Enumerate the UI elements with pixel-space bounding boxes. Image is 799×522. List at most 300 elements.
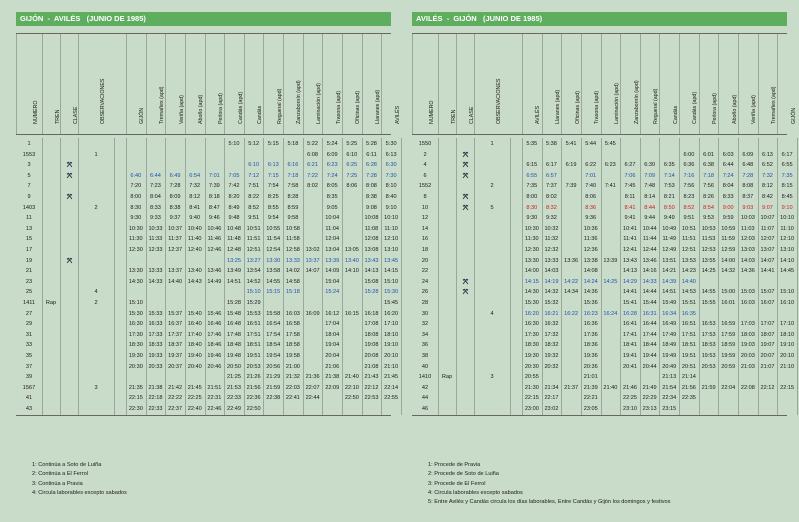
departure-time: 11:10 [384, 225, 398, 232]
station-name: GIJÓN [139, 107, 146, 124]
departure-time: 21:40 [603, 384, 618, 391]
departure-time: 20:37 [168, 363, 183, 370]
table-row [16, 150, 397, 161]
table-row [412, 362, 795, 373]
departure-time: 7:45 [624, 183, 636, 190]
departure-time: 12:53 [701, 247, 716, 253]
departure-time: 9:32 [545, 215, 557, 222]
departure-time: 6:28 [366, 162, 377, 169]
header-label: OBSERVACIONES [99, 78, 106, 124]
departure-time: 9:10 [781, 204, 793, 211]
train-number: 44 [421, 395, 429, 402]
departure-time: 5:30 [385, 141, 397, 147]
departure-time: 9:46 [208, 215, 220, 222]
departure-time: 15:00 [721, 289, 736, 296]
departure-time: 6:44 [149, 172, 161, 179]
train-number: 27 [25, 310, 33, 317]
departure-time: 18:41 [623, 342, 637, 349]
departure-time: 14:13 [623, 268, 637, 275]
departure-time: 10:30 [128, 225, 143, 232]
departure-time: 10:51 [246, 225, 261, 232]
panel-aviles-gijon [404, 0, 797, 522]
departure-time: 14:51 [227, 278, 241, 285]
departure-time: 6:55 [526, 172, 538, 179]
departure-time: 8:30 [130, 204, 142, 211]
departure-time: 18:51 [681, 342, 696, 349]
departure-time: 8:30 [526, 204, 538, 211]
departure-time: 7:01 [585, 172, 597, 179]
station-name: Zanzabornín (apd) [633, 80, 640, 124]
departure-time: 7:42 [228, 183, 240, 190]
departure-time: 20:50 [227, 363, 241, 370]
departure-time: 22:09 [325, 384, 340, 391]
departure-time: 22:40 [187, 406, 202, 412]
departure-time: 11:37 [168, 236, 182, 243]
departure-time: 12:03 [740, 236, 755, 243]
departure-time: 22:55 [384, 395, 399, 402]
header-row [412, 33, 797, 135]
departure-time: 17:30 [524, 331, 539, 338]
departure-time: 17:37 [168, 331, 183, 338]
departure-time: 5:25 [346, 141, 358, 147]
observation-ref: 4 [94, 289, 98, 296]
departure-time: 18:37 [168, 342, 183, 349]
departure-time: 15:46 [207, 310, 222, 317]
departure-time: 19:32 [544, 353, 559, 359]
departure-time: 20:53 [701, 363, 716, 370]
departure-time: 13:36 [564, 257, 579, 264]
departure-time: 20:10 [384, 353, 399, 359]
departure-time: 20:59 [721, 363, 736, 370]
departure-time: 11:04 [325, 225, 339, 232]
table-row [412, 203, 793, 214]
departure-time: 10:55 [266, 225, 281, 232]
departure-time: 10:07 [760, 215, 775, 222]
train-number: 13 [25, 225, 33, 232]
crossed-hammers-icon [462, 288, 469, 295]
departure-time: 12:58 [285, 247, 300, 253]
departure-time: 13:04 [325, 247, 340, 253]
departure-time: 22:10 [344, 384, 359, 391]
departure-time: 18:04 [325, 331, 340, 338]
station-name: Candás [257, 105, 264, 124]
departure-time: 10:04 [325, 215, 340, 222]
departure-time: 8:45 [781, 194, 793, 200]
departure-time: 14:00 [524, 268, 539, 275]
train-number: 36 [421, 342, 429, 349]
timetable-body [16, 138, 399, 416]
train-number: 8 [423, 194, 427, 200]
train-number: 11 [26, 215, 32, 222]
observation-ref: 5 [490, 204, 494, 211]
crossed-hammers-icon [66, 257, 73, 264]
departure-time: 19:08 [364, 342, 379, 349]
train-number: 46 [421, 406, 429, 412]
station-header [542, 34, 562, 134]
departure-time: 8:38 [169, 204, 181, 211]
departure-time: 16:37 [168, 321, 183, 328]
station-header [283, 34, 303, 134]
train-number: 1550 [418, 141, 432, 147]
departure-time: 8:15 [781, 183, 793, 190]
station-name: Aboño (apd) [198, 94, 205, 124]
departure-time: 8:02 [307, 183, 318, 190]
train-number: 32 [421, 321, 429, 328]
notes [428, 461, 670, 507]
departure-time: 18:59 [721, 342, 736, 349]
departure-time: 18:51 [246, 342, 261, 349]
departure-time: 21:10 [780, 363, 795, 370]
table-row [16, 266, 399, 277]
departure-time: 16:01 [721, 300, 736, 306]
departure-time: 6:13 [762, 151, 773, 158]
train-number: 9 [27, 194, 31, 200]
table-row [16, 171, 397, 182]
departure-time: 15:33 [148, 310, 163, 317]
departure-time: 21:01 [583, 374, 598, 381]
departure-time: 12:33 [148, 247, 163, 253]
departure-time: 20:40 [187, 363, 202, 370]
train-number: 42 [421, 384, 429, 391]
departure-time: 10:30 [524, 225, 539, 232]
departure-time: 16:15 [344, 310, 359, 317]
departure-time: 22:46 [207, 406, 222, 412]
departure-time: 5:35 [526, 141, 538, 147]
departure-time: 8:28 [287, 194, 299, 200]
departure-time: 22:35 [681, 395, 696, 402]
header-label: TREN [450, 109, 457, 124]
departure-time: 21:29 [266, 374, 281, 381]
departure-time: 10:58 [285, 225, 300, 232]
departure-time: 6:44 [722, 162, 734, 169]
header-numero [412, 34, 438, 134]
table-row [16, 224, 398, 235]
departure-time: 14:24 [583, 278, 598, 285]
departure-time: 21:35 [128, 384, 143, 391]
note-line: 2: Procede de Soto de Luiña [428, 471, 499, 478]
station-header [561, 34, 581, 134]
departure-time: 14:08 [583, 268, 598, 275]
departure-time: 5:15 [267, 141, 279, 147]
station-header [126, 34, 146, 134]
departure-time: 15:32 [544, 300, 559, 306]
departure-time: 19:46 [207, 353, 222, 359]
departure-time: 22:34 [662, 395, 677, 402]
timetable-body [412, 138, 795, 416]
header-label: CLASE [468, 106, 475, 124]
departure-time: 17:33 [148, 331, 163, 338]
departure-time: 12:30 [524, 247, 539, 253]
departure-time: 6:27 [624, 162, 636, 169]
departure-time: 14:33 [642, 278, 657, 285]
departure-time: 11:44 [642, 236, 657, 243]
departure-time: 14:25 [701, 268, 716, 275]
departure-time: 19:07 [760, 342, 775, 349]
train-number: 38 [421, 353, 429, 359]
departure-time: 13:30 [266, 257, 281, 264]
departure-time: 16:32 [544, 321, 559, 328]
departure-time: 21:36 [305, 374, 320, 381]
departure-time: 21:54 [662, 384, 677, 391]
departure-time: 15:15 [266, 289, 281, 296]
station-name: AVILÉS [535, 105, 542, 124]
train-number: 40 [421, 363, 429, 370]
train-number: 14 [421, 225, 429, 232]
departure-time: 15:45 [384, 300, 399, 306]
departure-time: 7:28 [169, 183, 181, 190]
departure-time: 15:41 [623, 300, 637, 306]
note-line: 3: Continúa a Pravia [32, 480, 83, 487]
departure-time: 18:33 [148, 342, 163, 349]
departure-time: 22:38 [266, 395, 281, 402]
departure-time: 16:30 [128, 321, 143, 328]
departure-time: 19:41 [623, 353, 637, 359]
departure-time: 6:17 [781, 151, 793, 158]
table-row [16, 245, 399, 256]
departure-time: 14:23 [681, 268, 696, 275]
departure-time: 9:10 [385, 204, 397, 211]
departure-time: 20:10 [780, 353, 795, 359]
departure-time: 11:36 [583, 236, 598, 243]
table-row [16, 287, 399, 298]
note-line: 3: Procede de El Ferrol [428, 480, 486, 487]
departure-time: 23:00 [524, 406, 539, 412]
departure-time: 11:40 [187, 236, 202, 243]
departure-time: 8:00 [526, 194, 538, 200]
departure-time: 9:53 [703, 215, 714, 222]
departure-time: 6:55 [781, 162, 793, 169]
departure-time: 19:33 [148, 353, 163, 359]
departure-time: 19:36 [583, 353, 598, 359]
crossed-hammers-icon [462, 172, 469, 179]
departure-time: 15:10 [384, 278, 399, 285]
departure-time: 7:12 [248, 172, 260, 179]
departure-time: 7:56 [683, 183, 695, 190]
table-row [412, 372, 787, 383]
train-number: 29 [25, 321, 33, 328]
departure-time: 7:39 [208, 183, 220, 190]
departure-time: 12:51 [681, 247, 696, 253]
departure-time: 19:44 [642, 353, 657, 359]
header-clase [60, 34, 78, 134]
departure-time: 7:39 [565, 183, 577, 190]
departure-time: 21:45 [187, 384, 202, 391]
departure-time: 13:46 [207, 268, 222, 275]
train-number: 28 [421, 300, 429, 306]
departure-time: 11:08 [364, 225, 379, 232]
train-number: 33 [25, 342, 33, 349]
station-header [322, 34, 342, 134]
departure-time: 18:03 [740, 331, 755, 338]
departure-time: 13:33 [285, 257, 300, 264]
departure-time: 18:08 [364, 331, 379, 338]
table-row [16, 298, 399, 309]
departure-time: 9:07 [762, 204, 773, 211]
departure-time: 14:03 [740, 257, 755, 264]
departure-time: 12:40 [187, 247, 202, 253]
departure-time: 16:21 [544, 310, 559, 317]
station-name: Laminación (apd) [613, 83, 620, 124]
departure-time: 11:51 [682, 236, 696, 243]
departure-time: 18:46 [207, 342, 222, 349]
departure-time: 21:14 [681, 374, 696, 381]
departure-time: 17:51 [246, 331, 261, 338]
station-name: Trasona (apd) [335, 90, 342, 124]
departure-time: 8:05 [326, 183, 338, 190]
departure-time: 21:10 [384, 363, 399, 370]
departure-time: 6:13 [385, 151, 397, 158]
departure-time: 7:32 [189, 183, 201, 190]
departure-time: 9:03 [742, 204, 754, 211]
departure-time: 16:31 [642, 310, 657, 317]
departure-time: 15:29 [246, 300, 261, 306]
departure-time: 11:54 [266, 236, 281, 243]
departure-time: 15:10 [246, 289, 261, 296]
departure-time: 20:04 [325, 353, 340, 359]
departure-time: 8:33 [722, 194, 734, 200]
departure-time: 17:59 [721, 331, 736, 338]
station-header [640, 34, 660, 134]
station-header [224, 34, 244, 134]
departure-time: 12:32 [544, 247, 559, 253]
departure-time: 13:37 [168, 268, 183, 275]
departure-time: 22:53 [364, 395, 379, 402]
departure-time: 8:32 [545, 204, 557, 211]
departure-time: 22:22 [168, 395, 183, 402]
departure-time: 14:30 [524, 289, 539, 296]
departure-time: 5:28 [366, 141, 377, 147]
departure-time: 5:45 [604, 141, 616, 147]
departure-time: 21:38 [148, 384, 163, 391]
table-row [412, 139, 787, 150]
train-number: 1 [27, 141, 31, 147]
departure-time: 6:17 [545, 162, 557, 169]
departure-time: 15:10 [780, 289, 795, 296]
departure-time: 16:54 [266, 321, 281, 328]
departure-time: 14:53 [681, 289, 696, 296]
departure-time: 22:49 [227, 406, 241, 412]
departure-time: 13:25 [227, 257, 241, 264]
departure-time: 16:48 [227, 321, 241, 328]
departure-time: 6:10 [248, 162, 260, 169]
departure-time: 21:46 [623, 384, 637, 391]
departure-time: 8:35 [326, 194, 338, 200]
departure-time: 16:03 [285, 310, 300, 317]
station-name: Oficinas (apd) [355, 91, 362, 124]
crossed-hammers-icon [66, 172, 73, 179]
departure-time: 14:45 [780, 268, 795, 275]
departure-time: 22:12 [760, 384, 775, 391]
departure-time: 13:27 [246, 257, 261, 264]
departure-time: 21:25 [227, 374, 241, 381]
departure-time: 8:08 [742, 183, 754, 190]
departure-time: 10:08 [364, 215, 379, 222]
departure-time: 22:25 [623, 395, 637, 402]
departure-time: 21:53 [227, 384, 241, 391]
departure-time: 20:07 [760, 353, 775, 359]
departure-time: 14:30 [128, 278, 143, 285]
departure-time: 19:10 [780, 342, 795, 349]
departure-time: 18:58 [285, 342, 300, 349]
departure-time: 13:10 [384, 247, 399, 253]
departure-time: 17:40 [187, 331, 202, 338]
train-number: 1567 [22, 384, 36, 391]
departure-time: 15:28 [227, 300, 241, 306]
departure-time: 12:08 [364, 236, 379, 243]
crossed-hammers-icon [462, 161, 469, 168]
train-number: 1411 [22, 300, 36, 306]
departure-time: 19:51 [681, 353, 696, 359]
header-clase [456, 34, 474, 134]
header-row [16, 33, 401, 135]
station-header [165, 34, 185, 134]
station-name: Llaranes (apd) [554, 89, 561, 124]
departure-time: 9:58 [287, 215, 299, 222]
departure-time: 8:09 [169, 194, 181, 200]
departure-time: 17:44 [642, 331, 657, 338]
station-name: Tremañes (apd) [158, 86, 165, 124]
departure-time: 10:51 [681, 225, 696, 232]
departure-time: 6:21 [307, 162, 318, 169]
departure-time: 7:18 [287, 172, 299, 179]
departure-time: 13:38 [583, 257, 598, 264]
departure-time: 21:03 [740, 363, 755, 370]
departure-time: 21:43 [364, 374, 379, 381]
departure-time: 15:36 [583, 300, 598, 306]
departure-time: 20:41 [623, 363, 637, 370]
departure-time: 16:20 [384, 310, 399, 317]
departure-time: 14:39 [662, 278, 677, 285]
train-number: 3 [27, 162, 31, 169]
observation-ref: 1 [94, 151, 98, 158]
departure-time: 15:30 [128, 310, 143, 317]
station-name: Regueral (apd) [653, 88, 660, 124]
crossed-hammers-icon [462, 278, 469, 285]
departure-time: 15:49 [662, 300, 677, 306]
departure-time: 18:48 [227, 342, 241, 349]
departure-time: 15:03 [740, 289, 755, 296]
departure-time: 21:59 [266, 384, 281, 391]
departure-time: 19:03 [740, 342, 755, 349]
departure-time: 19:59 [721, 353, 736, 359]
departure-time: 22:41 [285, 395, 300, 402]
train-number: 37 [25, 363, 33, 370]
crossed-hammers-icon [462, 193, 469, 200]
departure-time: 22:50 [246, 406, 261, 412]
train-number: 7 [27, 183, 31, 190]
departure-time: 21:40 [344, 374, 359, 381]
departure-time: 20:49 [662, 363, 677, 370]
departure-time: 8:02 [545, 194, 557, 200]
departure-time: 6:15 [526, 162, 538, 169]
departure-time: 14:51 [662, 289, 677, 296]
departure-time: 18:53 [701, 342, 716, 349]
departure-time: 13:45 [384, 257, 399, 264]
departure-time: 7:56 [703, 183, 714, 190]
departure-time: 16:24 [603, 310, 618, 317]
departure-time: 9:40 [189, 215, 201, 222]
departure-time: 13:03 [740, 247, 755, 253]
departure-time: 12:07 [760, 236, 775, 243]
departure-time: 14:10 [780, 257, 795, 264]
departure-time: 11:03 [741, 225, 755, 232]
train-number: 15 [25, 236, 33, 243]
departure-time: 17:07 [760, 321, 775, 328]
departure-time: 15:37 [168, 310, 183, 317]
departure-time: 13:54 [246, 268, 261, 275]
observation-ref: 2 [94, 300, 98, 306]
table-row [16, 203, 397, 214]
